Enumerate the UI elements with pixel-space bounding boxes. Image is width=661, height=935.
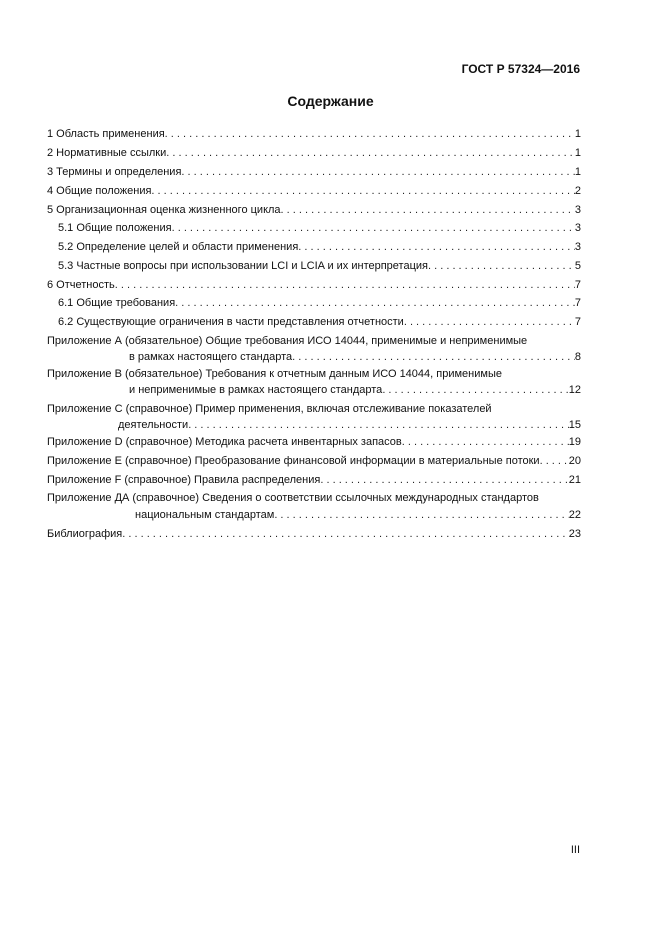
toc-entry-4[interactable] <box>47 183 581 200</box>
dot-leader <box>188 417 569 434</box>
toc-entry-annex-a[interactable] <box>47 333 581 367</box>
toc-entry-title: 5.1 Общие положения <box>58 222 172 234</box>
toc-entry-annex-f[interactable] <box>47 472 581 489</box>
toc-page-number: 3 <box>574 241 581 253</box>
toc-page-number: 8 <box>574 351 581 363</box>
toc-entry-title: Приложение В (обязательное) Требования к отчетным данным ИСО 14044, применимые <box>47 368 502 380</box>
dot-leader <box>428 258 575 275</box>
toc-page-number: 7 <box>574 297 581 309</box>
toc-entry-annex-da[interactable] <box>47 490 581 524</box>
dot-leader <box>404 314 575 331</box>
toc-page-number: 7 <box>574 279 581 291</box>
toc-entry-title: Приложение D (справочное) Методика расчета инвентарных запасов <box>47 436 402 448</box>
toc-page-number: 3 <box>574 204 581 216</box>
dot-leader <box>382 382 568 399</box>
toc-entry-title: 3 Термины и определения <box>47 166 182 178</box>
toc-page-number: 5 <box>574 260 581 272</box>
toc-page-number: 1 <box>574 128 581 140</box>
dot-leader <box>281 202 575 219</box>
toc-entry-5-3[interactable] <box>58 258 581 275</box>
page-title: Содержание <box>287 93 374 109</box>
toc-entry-title: 4 Общие положения <box>47 185 152 197</box>
dot-leader <box>115 277 575 294</box>
dot-leader <box>122 526 569 543</box>
toc-entry-annex-c[interactable] <box>47 401 581 435</box>
toc-page-number: 15 <box>568 419 581 431</box>
toc-entry-5-2[interactable] <box>58 239 581 256</box>
toc-page-number: 12 <box>568 384 581 396</box>
toc-entry-annex-d[interactable] <box>47 434 581 451</box>
toc-entry-title: 6.2 Существующие ограничения в части представления отчетности <box>58 316 404 328</box>
toc-entry-title: 5.3 Частные вопросы при использовании LCI и LCIA и их интерпретация <box>58 260 428 272</box>
toc-entry-bibliography[interactable] <box>47 526 581 543</box>
dot-leader <box>175 295 575 312</box>
dot-leader <box>181 164 574 181</box>
toc-entry-title: 6.1 Общие требования <box>58 297 176 309</box>
dot-leader <box>274 507 568 524</box>
toc-entry-title-continued: деятельности <box>118 419 189 431</box>
toc-entry-title: Библиография <box>47 528 123 540</box>
toc-entry-title: 5.2 Определение целей и области применения <box>58 241 299 253</box>
toc-entry-6-2[interactable] <box>58 314 581 331</box>
dot-leader <box>151 183 574 200</box>
toc-entry-title: Приложение С (справочное) Пример применения, включая отслеживание показателей <box>47 403 492 415</box>
dot-leader <box>320 472 568 489</box>
toc-page-number: 2 <box>574 185 581 197</box>
toc-entry-title: Приложение Е (справочное) Преобразование финансовой информации в материальные потоки <box>47 455 540 467</box>
toc-entry-1[interactable] <box>47 126 581 143</box>
toc-entry-title: 5 Организационная оценка жизненного цикла <box>47 204 281 216</box>
toc-entry-annex-e[interactable] <box>47 453 581 470</box>
toc-entry-title: 6 Отчетность <box>47 279 115 291</box>
dot-leader <box>165 126 575 143</box>
dot-leader <box>298 239 575 256</box>
toc-entry-title-continued: национальным стандартам <box>135 509 275 521</box>
page-number: III <box>570 844 580 856</box>
toc-entry-title: 1 Область применения <box>47 128 165 140</box>
toc-page-number: 19 <box>568 436 581 448</box>
dot-leader <box>172 220 575 237</box>
toc-page-number: 1 <box>574 166 581 178</box>
dot-leader <box>292 349 575 366</box>
toc-entry-title: Приложение F (справочное) Правила распределения <box>47 474 321 486</box>
toc-page-number: 20 <box>568 455 581 467</box>
toc-page-number: 22 <box>568 509 581 521</box>
toc-page-number: 21 <box>568 474 581 486</box>
dot-leader <box>540 453 569 470</box>
toc-page-number: 7 <box>574 316 581 328</box>
toc-page-number: 3 <box>574 222 581 234</box>
toc-page-number: 23 <box>568 528 581 540</box>
dot-leader <box>166 145 575 162</box>
toc-page-number: 1 <box>574 147 581 159</box>
toc-entry-5-1[interactable] <box>58 220 581 237</box>
toc-entry-6[interactable] <box>47 277 581 294</box>
toc-entry-6-1[interactable] <box>58 295 581 312</box>
toc-entry-2[interactable] <box>47 145 581 162</box>
toc-entry-title: Приложение А (обязательное) Общие требования ИСО 14044, применимые и неприменимые <box>47 335 528 347</box>
toc-entry-annex-b[interactable] <box>47 366 581 400</box>
toc-entry-3[interactable] <box>47 164 581 181</box>
toc-entry-title-continued: и неприменимые в рамках настоящего стандарта <box>129 384 383 396</box>
document-header: ГОСТ Р 57324—2016 <box>461 62 580 76</box>
dot-leader <box>402 434 569 451</box>
toc-entry-title-continued: в рамках настоящего стандарта <box>129 351 293 363</box>
toc-entry-title: Приложение ДА (справочное) Сведения о соответствии ссылочных международных стандартов <box>47 492 539 504</box>
toc-entry-title: 2 Нормативные ссылки <box>47 147 167 159</box>
toc-entry-5[interactable] <box>47 202 581 219</box>
